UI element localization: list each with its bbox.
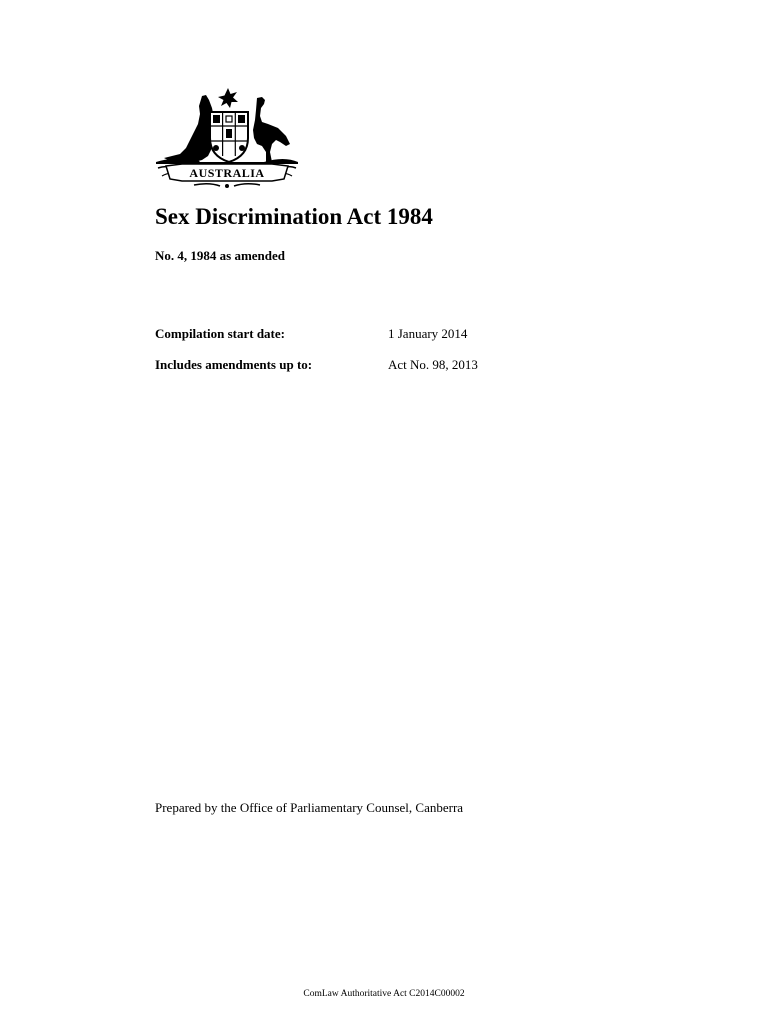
act-number-subtitle: No. 4, 1984 as amended xyxy=(155,248,286,263)
amendments-row xyxy=(155,357,635,375)
coat-of-arms-icon xyxy=(154,86,300,192)
crest-scroll-text: AUSTRALIA xyxy=(189,166,265,180)
document-title: Sex Discrimination Act 1984 xyxy=(155,204,433,229)
compilation-start-row xyxy=(155,326,635,344)
page-footer: ComLaw Authoritative Act C2014C00002 xyxy=(303,989,465,999)
compilation-start-value: 1 January 2014 xyxy=(388,326,468,341)
compilation-start-label: Compilation start date: xyxy=(155,326,285,341)
prepared-by-text: Prepared by the Office of Parliamentary Counsel, Canberra xyxy=(155,800,464,815)
amendments-value: Act No. 98, 2013 xyxy=(388,357,478,372)
amendments-label: Includes amendments up to: xyxy=(155,357,313,372)
